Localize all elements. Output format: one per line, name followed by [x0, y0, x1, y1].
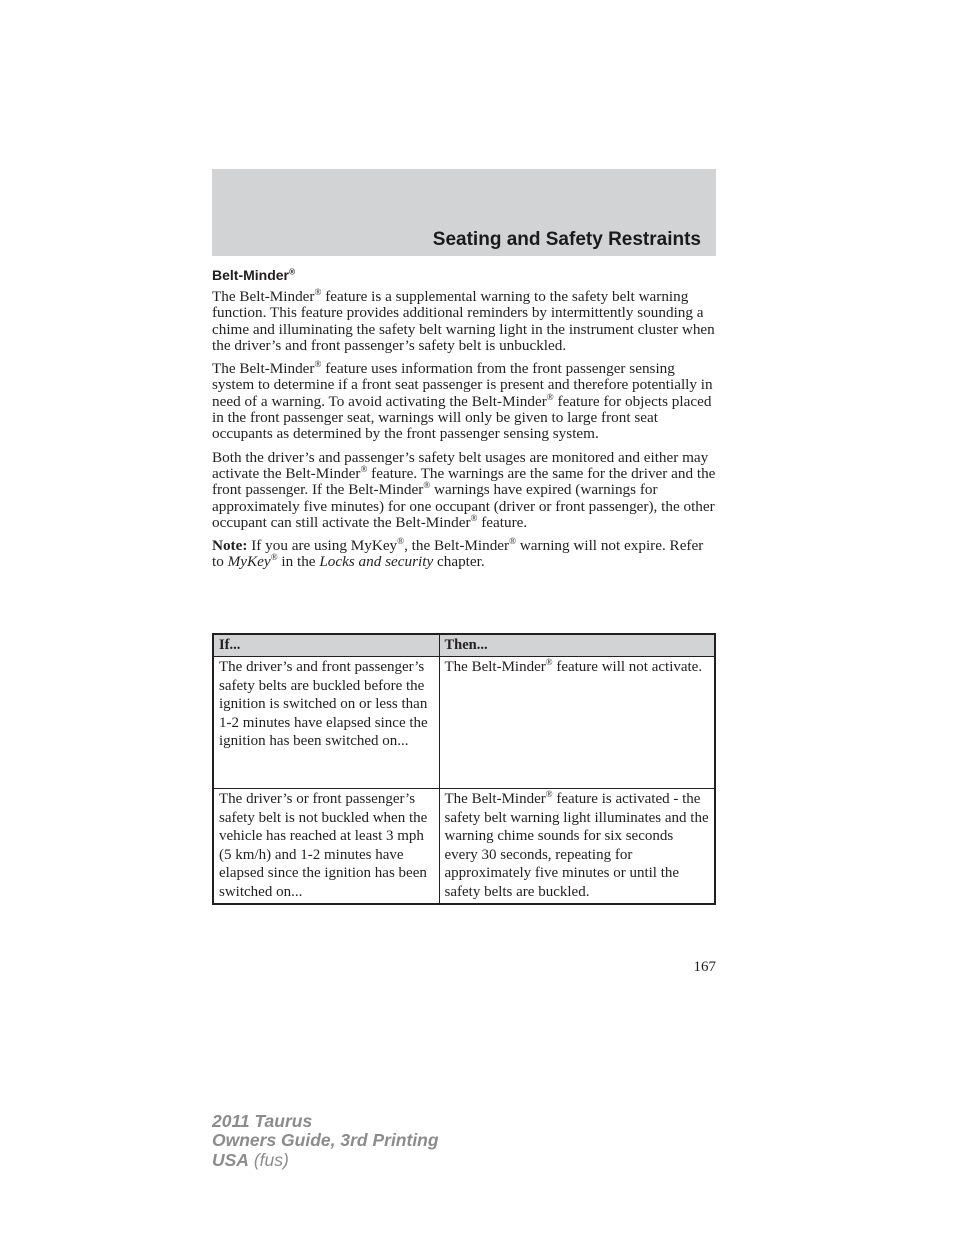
table-cell-if: The driver’s or front passenger’s safety belt is not buckled when the vehicle has reached at least 3 mph (5 km/h) and 1-2 minutes have elapsed since the ignition has been switched on...: [213, 789, 439, 904]
table-header-row: [213, 634, 715, 657]
note-paragraph: Note: If you are using MyKey®, the Belt-Minder® warning will not expire. Refer to MyKey® in the Locks and security chapter.: [212, 536, 704, 571]
section-header-band: [212, 169, 716, 256]
mykey-reference: MyKey®: [227, 552, 278, 571]
note-label: Note:: [212, 537, 248, 555]
page-number: 167: [693, 959, 716, 975]
paragraph-2: The Belt-Minder® feature uses information from the front passenger sensing system to determine if a front seat passenger is present and therefore potentially in need of a warning. To avoid activating the Belt-Minder® feature for objects placed in the front passenger seat, warnings will only be given to large front seat occupants as determined by the front passenger sensing system.: [212, 359, 713, 443]
belt-minder-table: [212, 633, 716, 905]
paragraph-1: The Belt-Minder® feature is a supplemental warning to the safety belt warning function. This feature provides additional reminders by intermittently sounding a chime and illuminating the safety belt warning light in the instrument cluster when the driver’s and front passenger’s safety belt is unbuckled.: [212, 286, 715, 354]
table-row: [213, 789, 715, 904]
paragraph-3: Both the driver’s and passenger’s safety belt usages are monitored and either may activate the Belt-Minder® feature. The warnings are the same for the driver and the front passenger. If the Belt-Minder® warnings have expired (warnings for approximately five minutes) for one occupant (driver or front passenger), the other occupant can still activate the Belt-Minder® feature.: [212, 448, 716, 531]
section-title: Seating and Safety Restraints: [432, 229, 701, 250]
footer-publication-info: [212, 1112, 439, 1170]
locks-security-reference: Locks and security: [319, 553, 434, 571]
footer-line-region: USA (fus): [212, 1149, 289, 1170]
table-cell-then: The Belt-Minder® feature is activated - the safety belt warning light illuminates and the warning chime sounds for six seconds every 30 seconds, repeating for approximately five minutes or until the safety belts are buckled.: [439, 789, 715, 904]
main-content: [212, 267, 716, 578]
table-row: [213, 657, 715, 789]
table-cell-if: The driver’s and front passenger’s safety belts are buckled before the ignition is switched on or less than 1-2 minutes have elapsed since the ignition has been switched on...: [213, 657, 439, 789]
footer-line-model: 2011 Taurus: [212, 1111, 313, 1131]
column-header-if: If...: [213, 634, 439, 657]
column-header-then: Then...: [439, 634, 715, 657]
footer-line-guide: Owners Guide, 3rd Printing: [212, 1130, 439, 1151]
table-cell-then: The Belt-Minder® feature will not activate.: [439, 657, 715, 789]
belt-minder-heading: Belt-Minder®: [212, 266, 296, 283]
